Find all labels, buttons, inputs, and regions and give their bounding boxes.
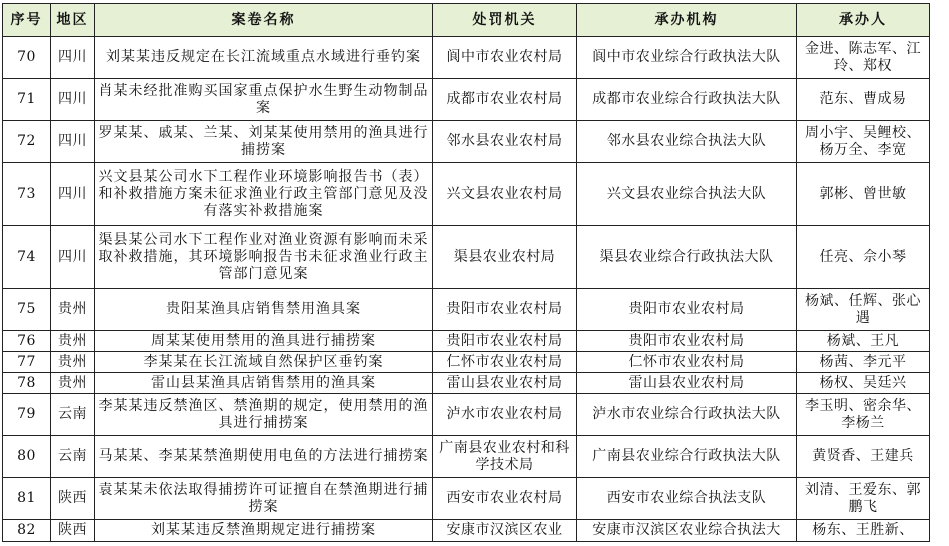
cell-agency: 西安市农业综合执法支队 <box>577 478 797 520</box>
cell-no: 72 <box>3 121 51 163</box>
cell-agency: 贵阳市农业农村局 <box>577 289 797 331</box>
cell-no: 77 <box>3 352 51 373</box>
cell-region: 贵州 <box>51 331 95 352</box>
table-row <box>3 331 930 352</box>
cell-agency: 雷山县农业农村局 <box>577 373 797 394</box>
cell-handler: 李玉明、密余华、李杨兰 <box>797 394 930 436</box>
cell-no: 82 <box>3 520 51 542</box>
cell-handler: 杨茜、李元平 <box>797 352 930 373</box>
cell-agency: 渠县农业综合行政执法大队 <box>577 226 797 289</box>
cell-case-name: 贵阳某渔具店销售禁用渔具案 <box>95 289 433 331</box>
cell-case-name: 李某某在长江流域自然保护区垂钓案 <box>95 352 433 373</box>
cell-handler: 黄贤香、王建兵 <box>797 436 930 478</box>
table-row <box>3 121 930 163</box>
cell-case-name: 周某某使用禁用的渔具进行捕捞案 <box>95 331 433 352</box>
cell-authority: 贵阳市农业农村局 <box>433 289 577 331</box>
cell-handler: 杨权、吴廷兴 <box>797 373 930 394</box>
cell-handler: 任亮、佘小琴 <box>797 226 930 289</box>
header-agency: 承办机构 <box>577 4 797 37</box>
cell-case-name: 袁某某未依法取得捕捞许可证擅自在禁渔期进行捕捞案 <box>95 478 433 520</box>
table-row <box>3 352 930 373</box>
cell-handler: 金进、陈志军、江玲、郑权 <box>797 37 930 79</box>
cell-agency: 安康市汉滨区农业综合执法大 <box>577 520 797 542</box>
cell-region: 四川 <box>51 79 95 121</box>
cell-handler: 周小宇、吴鲤校、杨万全、李宽 <box>797 121 930 163</box>
table-row <box>3 163 930 226</box>
cell-region: 云南 <box>51 436 95 478</box>
cell-no: 80 <box>3 436 51 478</box>
cell-case-name: 肖某未经批准购买国家重点保护水生野生动物制品案 <box>95 79 433 121</box>
cell-case-name: 兴文县某公司水下工程作业环境影响报告书（表）和补救措施方案未征求渔业行政主管部门意见及没有落实补救措施案 <box>95 163 433 226</box>
table-row <box>3 37 930 79</box>
cell-handler: 杨东、王胜新、 <box>797 520 930 542</box>
cell-agency: 贵阳市农业农村局 <box>577 331 797 352</box>
cell-handler: 杨斌、任辉、张心遇 <box>797 289 930 331</box>
cell-region: 四川 <box>51 121 95 163</box>
cell-region: 贵州 <box>51 352 95 373</box>
cell-agency: 广南县农业综合行政执法大队 <box>577 436 797 478</box>
cell-region: 四川 <box>51 226 95 289</box>
cell-no: 78 <box>3 373 51 394</box>
cell-case-name: 雷山县某渔具店销售禁用的渔具案 <box>95 373 433 394</box>
cell-authority: 雷山县农业农村局 <box>433 373 577 394</box>
cell-authority: 阆中市农业农村局 <box>433 37 577 79</box>
cell-authority: 广南县农业农村和科学技术局 <box>433 436 577 478</box>
cell-authority: 安康市汉滨区农业 <box>433 520 577 542</box>
table-row <box>3 520 930 542</box>
cell-no: 70 <box>3 37 51 79</box>
table-header-row <box>3 4 930 37</box>
cell-agency: 仁怀市农业农村局 <box>577 352 797 373</box>
table-row <box>3 226 930 289</box>
header-case-name: 案卷名称 <box>95 4 433 37</box>
cell-no: 76 <box>3 331 51 352</box>
cell-agency: 兴文县农业综合执法大队 <box>577 163 797 226</box>
cell-region: 陕西 <box>51 478 95 520</box>
cell-case-name: 刘某某违反规定在长江流域重点水域进行垂钓案 <box>95 37 433 79</box>
cell-region: 贵州 <box>51 289 95 331</box>
cell-no: 73 <box>3 163 51 226</box>
cell-authority: 西安市农业农村局 <box>433 478 577 520</box>
cell-region: 云南 <box>51 394 95 436</box>
case-table <box>2 3 930 542</box>
cell-region: 陕西 <box>51 520 95 542</box>
cell-no: 81 <box>3 478 51 520</box>
cell-authority: 成都市农业农村局 <box>433 79 577 121</box>
cell-authority: 邻水县农业农村局 <box>433 121 577 163</box>
header-handler: 承办人 <box>797 4 930 37</box>
header-authority: 处罚机关 <box>433 4 577 37</box>
header-no: 序号 <box>3 4 51 37</box>
cell-no: 79 <box>3 394 51 436</box>
cell-case-name: 马某某、李某某禁渔期使用电鱼的方法进行捕捞案 <box>95 436 433 478</box>
cell-authority: 贵阳市农业农村局 <box>433 331 577 352</box>
cell-handler: 郭彬、曾世敏 <box>797 163 930 226</box>
cell-case-name: 李某某违反禁渔区、禁渔期的规定，使用禁用的渔具进行捕捞案 <box>95 394 433 436</box>
cell-case-name: 罗某某、戚某、兰某、刘某某使用禁用的渔具进行捕捞案 <box>95 121 433 163</box>
cell-region: 四川 <box>51 37 95 79</box>
cell-no: 75 <box>3 289 51 331</box>
table-row <box>3 478 930 520</box>
cell-authority: 泸水市农业农村局 <box>433 394 577 436</box>
header-region: 地区 <box>51 4 95 37</box>
cell-handler: 范东、曹成易 <box>797 79 930 121</box>
table-row <box>3 289 930 331</box>
cell-region: 贵州 <box>51 373 95 394</box>
cell-no: 74 <box>3 226 51 289</box>
cell-case-name: 渠县某公司水下工程作业对渔业资源有影响而未采取补救措施，其环境影响报告书未征求渔业行政主管部门意见案 <box>95 226 433 289</box>
table-row <box>3 436 930 478</box>
cell-case-name: 刘某某违反禁渔期规定进行捕捞案 <box>95 520 433 542</box>
table-row <box>3 79 930 121</box>
cell-agency: 邻水县农业综合执法大队 <box>577 121 797 163</box>
cell-authority: 渠县农业农村局 <box>433 226 577 289</box>
table-row <box>3 394 930 436</box>
cell-agency: 阆中市农业综合行政执法大队 <box>577 37 797 79</box>
cell-agency: 泸水市农业综合行政执法大队 <box>577 394 797 436</box>
cell-agency: 成都市农业综合行政执法大队 <box>577 79 797 121</box>
cell-no: 71 <box>3 79 51 121</box>
cell-authority: 仁怀市农业农村局 <box>433 352 577 373</box>
cell-handler: 刘清、王爱东、郭鹏飞 <box>797 478 930 520</box>
cell-handler: 杨斌、王凡 <box>797 331 930 352</box>
cell-region: 四川 <box>51 163 95 226</box>
cell-authority: 兴文县农业农村局 <box>433 163 577 226</box>
table-row <box>3 373 930 394</box>
